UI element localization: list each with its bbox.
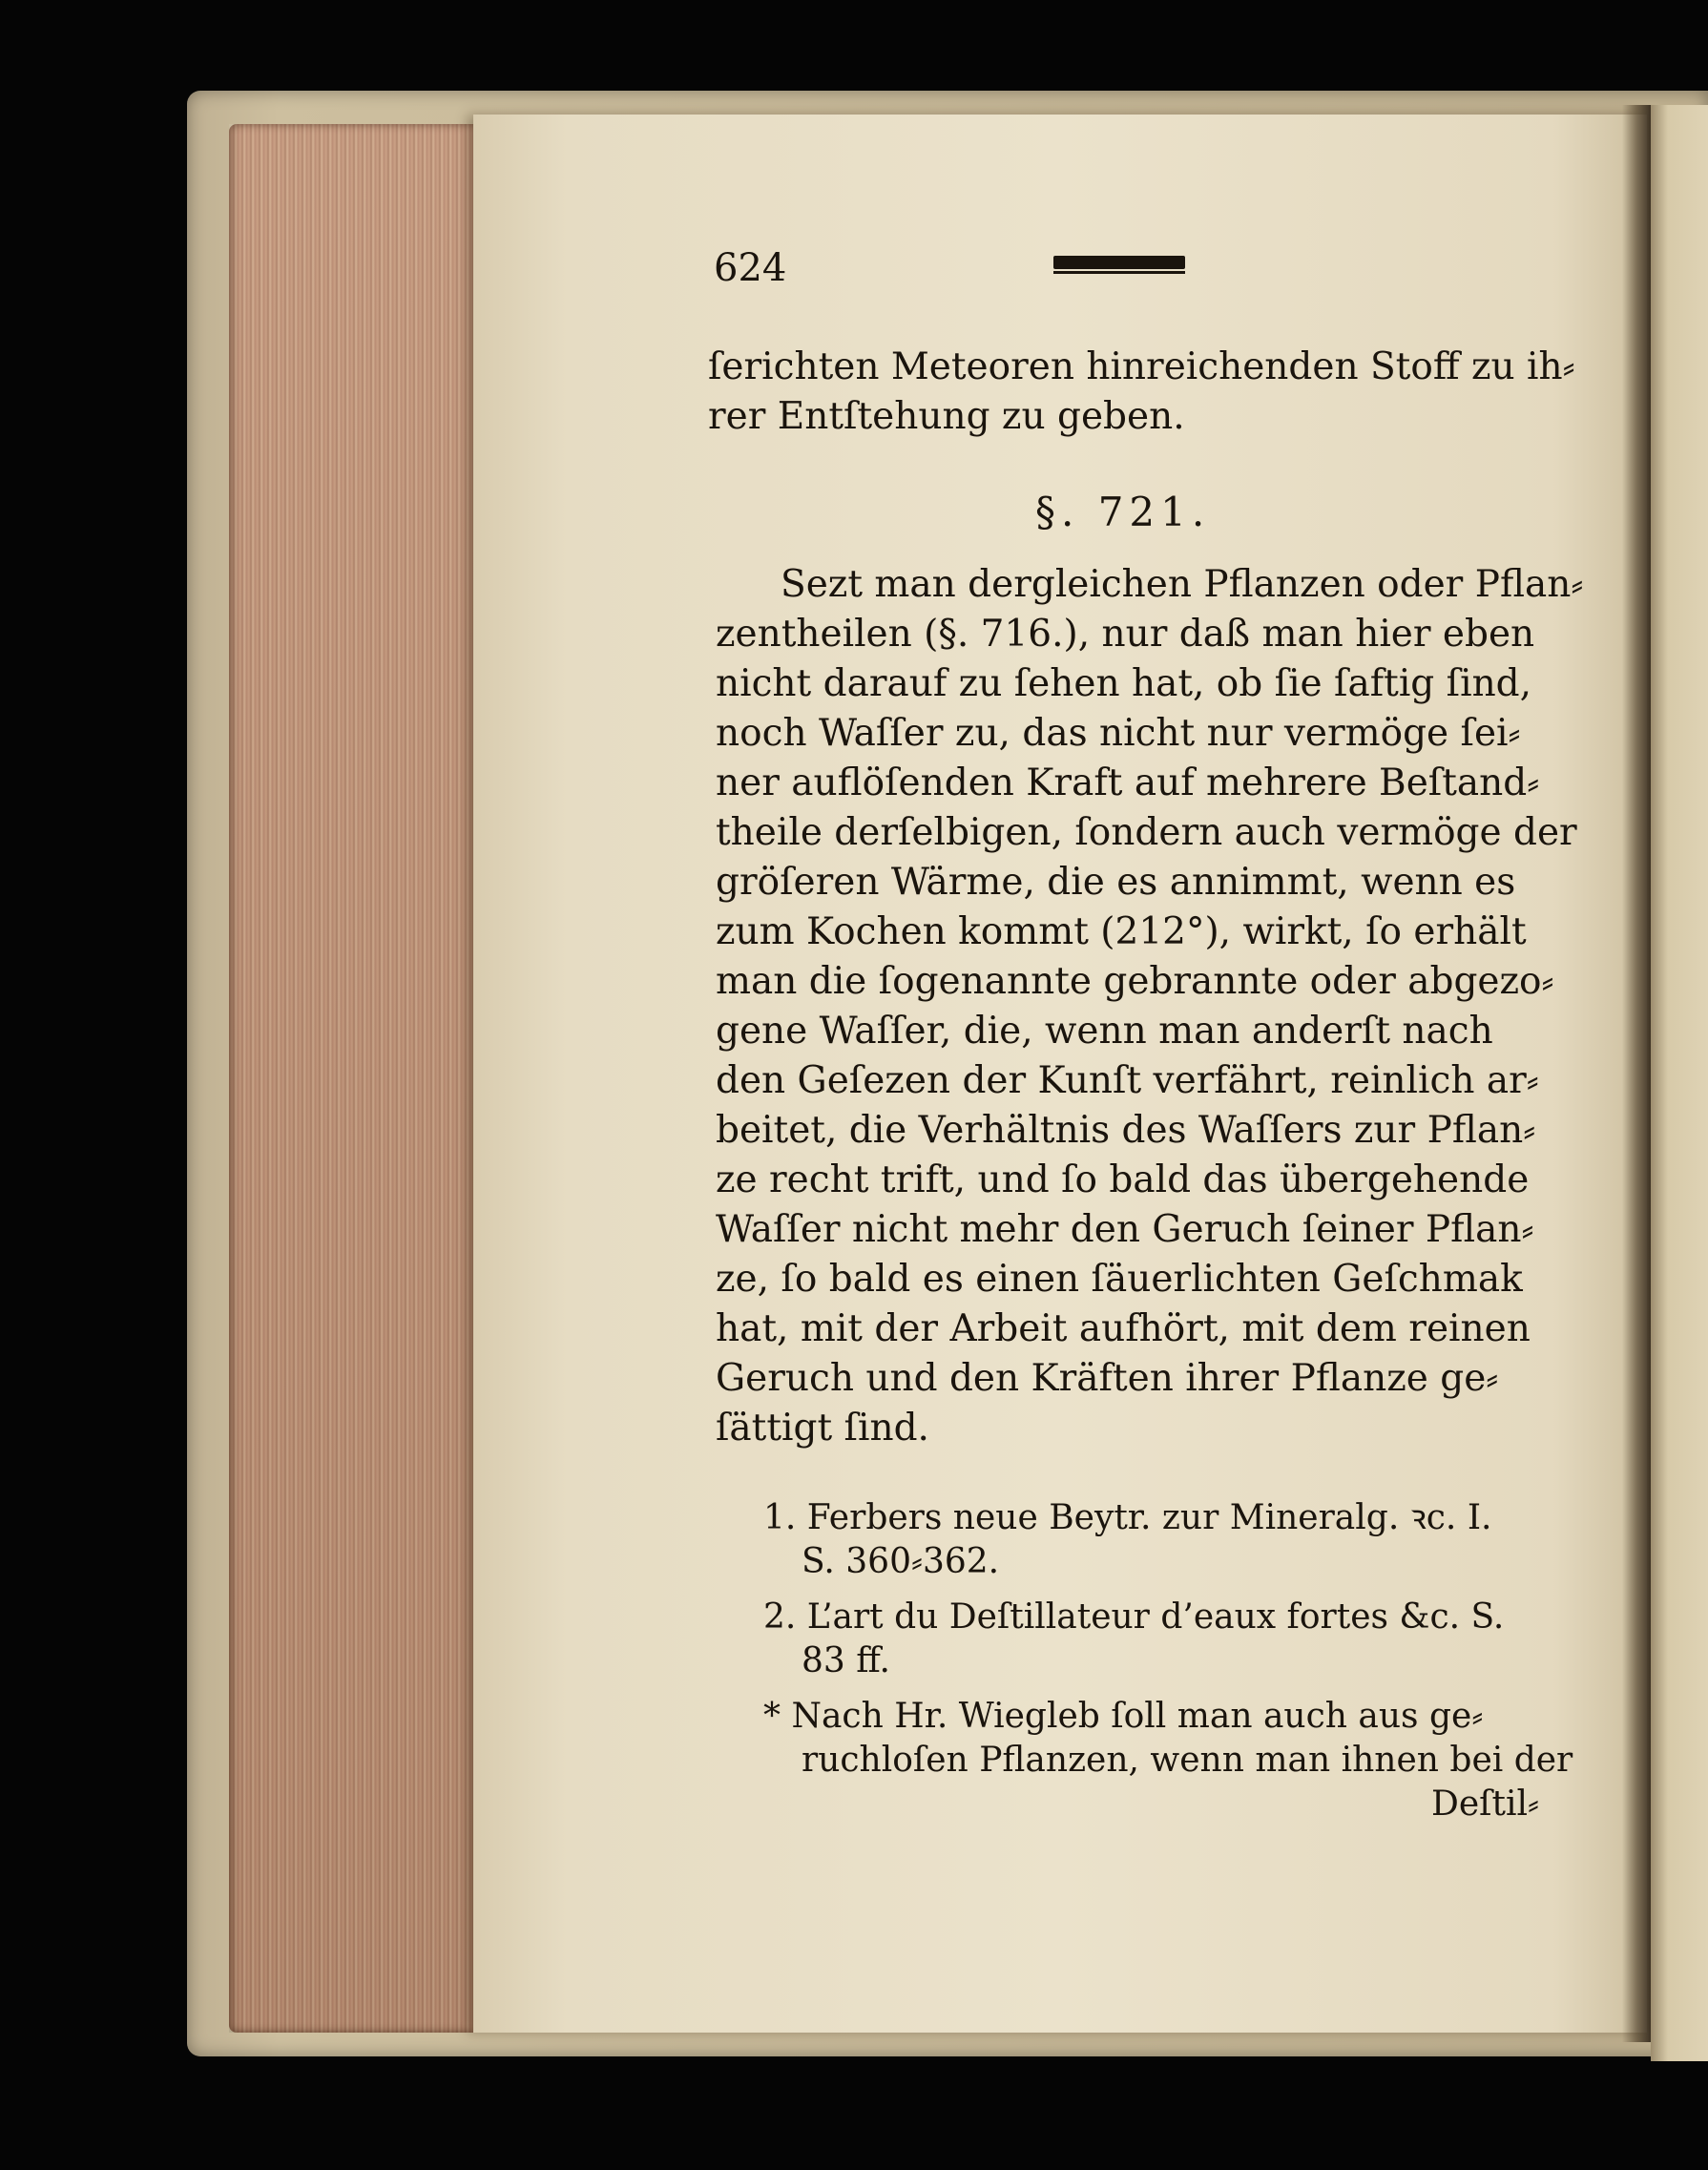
text-line: zentheilen (§. 716.), nur daß man hier eben [716, 613, 1535, 656]
footnote-line: ruchloſen Pflanzen, wenn man ihnen bei der [802, 1741, 1573, 1780]
text-line: zum Kochen kommt (212°), wirkt, ſo erhält [716, 910, 1527, 953]
catchword: Deſtil⸗ [1431, 1784, 1539, 1824]
section-heading: §. 721. [1035, 489, 1211, 535]
text-line: den Geſezen der Kunſt verfährt, reinlich ar⸗ [716, 1059, 1539, 1102]
footnote-line: 2. L’art du Deſtillateur d’eaux fortes &c. S. [763, 1597, 1505, 1637]
text-line: nicht darauf zu ſehen hat, ob ſie ſaftig ſind, [716, 662, 1532, 705]
text-line: beitet, die Verhältnis des Waſſers zur Pflan⸗ [716, 1109, 1536, 1152]
text-line: theile derſelbigen, ſondern auch vermöge der [716, 811, 1577, 854]
page-number: 624 [714, 246, 787, 290]
text-line: noch Waſſer zu, das nicht nur vermöge ſei⸗ [716, 712, 1521, 755]
text-line: gröſeren Wärme, die es annimmt, wenn es [716, 861, 1516, 904]
text-line: Waſſer nicht mehr den Geruch ſeiner Pflan⸗ [716, 1208, 1534, 1251]
text-line: ſerichten Meteoren hinreichenden Stoff zu ih⸗ [708, 345, 1575, 388]
text-line: rer Entſtehung zu geben. [708, 395, 1185, 438]
footnote-line: S. 360⸗362. [802, 1542, 1000, 1581]
text-line: gene Waſſer, die, wenn man anderſt nach [716, 1010, 1493, 1053]
text-line: ze recht trift, und ſo bald das übergehende [716, 1158, 1530, 1201]
footnote-line: 83 ff. [802, 1641, 890, 1680]
text-line: ner auflöſenden Kraft auf mehrere Beſtand⸗ [716, 762, 1540, 804]
text-line: Geruch und den Kräften ihrer Pflanze ge⸗ [716, 1357, 1499, 1400]
footnote-line: * Nach Hr. Wiegleb ſoll man auch aus ge⸗ [763, 1697, 1484, 1736]
text-line: hat, mit der Arbeit aufhört, mit dem reinen [716, 1307, 1531, 1350]
text-line: man die ſogenannte gebrannte oder abgezo⸗ [716, 960, 1554, 1003]
text-line: ze, ſo bald es einen ſäuerlichten Geſchmak [716, 1258, 1523, 1301]
text-line: ſättigt ſind. [716, 1407, 929, 1450]
text-line: Sezt man dergleichen Pflanzen oder Pflan⸗ [781, 563, 1584, 606]
footnote-line: 1. Ferbers neue Beytr. zur Mineralg. ꝛc. I. [763, 1498, 1492, 1537]
header-rule [1053, 256, 1185, 269]
